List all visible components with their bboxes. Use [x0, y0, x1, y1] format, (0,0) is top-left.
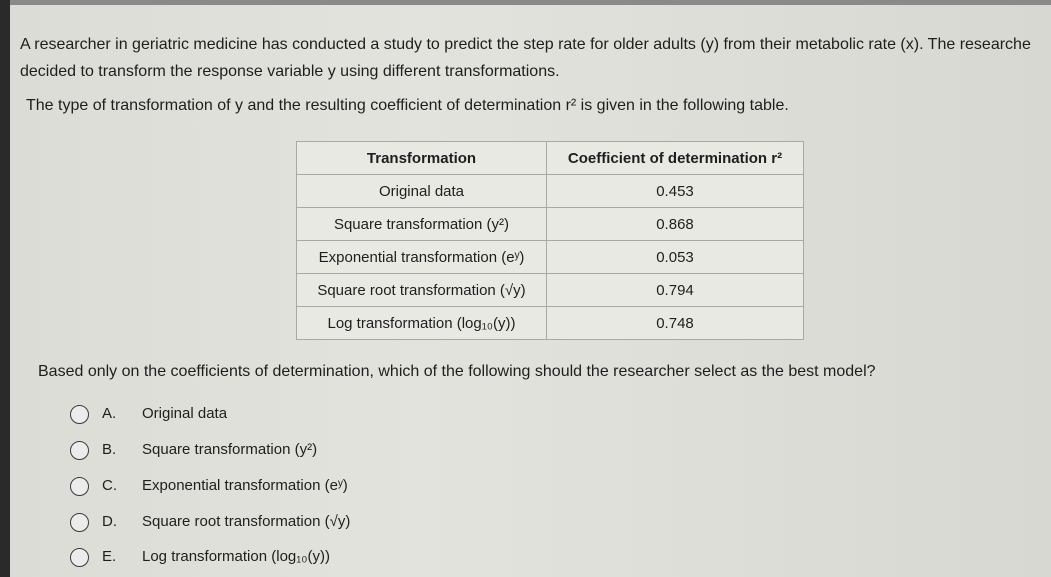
radio-button-c[interactable]	[70, 477, 89, 496]
cell-r2: 0.794	[547, 274, 804, 307]
table-row	[297, 208, 804, 241]
radio-button-d[interactable]	[70, 513, 89, 532]
option-text: Square root transformation (√y)	[142, 513, 351, 530]
cell-r2: 0.053	[547, 241, 804, 274]
option-text: Original data	[142, 405, 228, 422]
option-letter: D.	[102, 513, 117, 530]
intro-line-2: decided to transform the response variable y using different transformations.	[20, 63, 560, 80]
intro-line-1: A researcher in geriatric medicine has conducted a study to predict the step rate for older adults (y) from their metabolic rate (x). The researche	[20, 36, 1031, 53]
table-row	[297, 175, 804, 208]
question-text: Based only on the coefficients of determination, which of the following should the researcher select as the best model?	[38, 363, 876, 380]
cell-transformation: Log transformation (log₁₀(y))	[297, 307, 547, 340]
cell-transformation: Exponential transformation (eʸ)	[297, 241, 547, 274]
cell-r2: 0.453	[547, 175, 804, 208]
radio-button-a[interactable]	[70, 405, 89, 424]
transformation-table	[296, 141, 804, 340]
option-letter: B.	[102, 441, 117, 458]
cell-transformation: Square transformation (y²)	[297, 208, 547, 241]
top-border	[0, 0, 1051, 5]
table-row	[297, 307, 804, 340]
option-letter: E.	[102, 548, 117, 565]
left-edge	[0, 0, 10, 577]
radio-button-e[interactable]	[70, 548, 89, 567]
table-row	[297, 274, 804, 307]
table-header-row	[297, 142, 804, 175]
option-letter: C.	[102, 477, 117, 494]
cell-r2: 0.748	[547, 307, 804, 340]
option-letter: A.	[102, 405, 117, 422]
cell-transformation: Original data	[297, 175, 547, 208]
option-text: Square transformation (y²)	[142, 441, 318, 458]
option-text: Exponential transformation (eʸ)	[142, 477, 348, 494]
header-transformation: Transformation	[297, 142, 547, 175]
cell-r2: 0.868	[547, 208, 804, 241]
option-text: Log transformation (log₁₀(y))	[142, 548, 331, 565]
header-coefficient: Coefficient of determination r²	[547, 142, 804, 175]
radio-button-b[interactable]	[70, 441, 89, 460]
table-row	[297, 241, 804, 274]
intro-line-3: The type of transformation of y and the resulting coefficient of determination r² is given in the following table.	[26, 97, 789, 114]
cell-transformation: Square root transformation (√y)	[297, 274, 547, 307]
